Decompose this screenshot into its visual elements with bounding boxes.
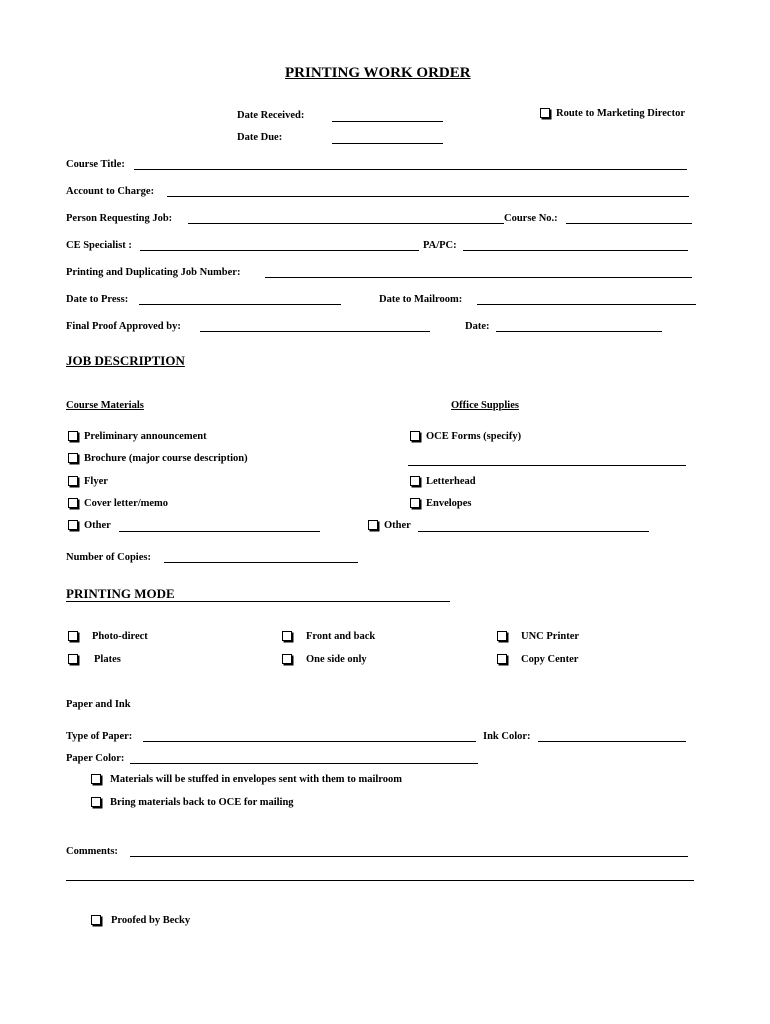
date-line[interactable]: [496, 331, 662, 332]
ink-color-line[interactable]: [538, 741, 686, 742]
course-materials-heading: Course Materials: [66, 400, 144, 411]
envelopes-label: Envelopes: [426, 498, 472, 509]
ce-specialist-line[interactable]: [140, 250, 419, 251]
letterhead-checkbox[interactable]: [410, 475, 476, 489]
checkbox-icon[interactable]: [410, 498, 420, 508]
route-marketing-checkbox[interactable]: [540, 107, 685, 121]
job-number-line[interactable]: [265, 277, 692, 278]
letterhead-label: Letterhead: [426, 476, 476, 487]
person-requesting-label: Person Requesting Job:: [66, 213, 173, 224]
one-side-only-checkbox[interactable]: [282, 653, 367, 667]
course-title-line[interactable]: [134, 169, 687, 170]
one-side-only-label: One side only: [306, 654, 367, 665]
ink-color-label: Ink Color:: [483, 731, 531, 742]
job-number-label: Printing and Duplicating Job Number:: [66, 267, 241, 278]
number-of-copies-line[interactable]: [164, 562, 358, 563]
printing-mode-heading: PRINTING MODE: [66, 586, 175, 601]
preliminary-announcement-label: Preliminary announcement: [84, 431, 207, 442]
checkbox-icon[interactable]: [68, 476, 78, 486]
brochure-label: Brochure (major course description): [84, 453, 248, 464]
proofed-by-label: Proofed by Becky: [111, 915, 191, 926]
flyer-checkbox[interactable]: [68, 475, 108, 489]
ce-specialist-label: CE Specialist :: [66, 240, 132, 251]
photo-direct-checkbox[interactable]: [68, 630, 148, 644]
final-proof-label: Final Proof Approved by:: [66, 321, 181, 332]
date-label: Date:: [465, 321, 490, 332]
course-title-label: Course Title:: [66, 159, 125, 170]
paper-color-line[interactable]: [130, 763, 478, 764]
paper-and-ink-heading: Paper and Ink: [66, 699, 131, 710]
date-received-label: Date Received:: [237, 110, 305, 121]
oce-forms-line[interactable]: [408, 465, 686, 466]
office-supplies-heading: Office Supplies: [451, 400, 519, 411]
pa-pc-line[interactable]: [463, 250, 688, 251]
checkbox-icon[interactable]: [540, 108, 550, 118]
date-to-press-line[interactable]: [139, 304, 341, 305]
type-of-paper-line[interactable]: [143, 741, 476, 742]
route-marketing-label: Route to Marketing Director: [556, 108, 685, 119]
course-no-label: Course No.:: [504, 213, 558, 224]
checkbox-icon[interactable]: [410, 476, 420, 486]
unc-printer-checkbox[interactable]: [497, 630, 579, 644]
account-charge-label: Account to Charge:: [66, 186, 155, 197]
checkbox-icon[interactable]: [68, 453, 78, 463]
course-other-line[interactable]: [119, 531, 320, 532]
title-word-1: PRINTING: [285, 65, 361, 81]
date-received-line[interactable]: [332, 121, 443, 122]
unc-printer-label: UNC Printer: [521, 631, 580, 642]
checkbox-icon[interactable]: [91, 774, 101, 784]
job-description-heading: JOB DESCRIPTION: [66, 353, 185, 368]
front-and-back-label: Front and back: [306, 631, 376, 642]
comments-line-1[interactable]: [130, 856, 688, 857]
checkbox-icon[interactable]: [91, 915, 101, 925]
checkbox-icon[interactable]: [68, 498, 78, 508]
cover-letter-checkbox[interactable]: [68, 497, 168, 511]
cover-letter-label: Cover letter/memo: [84, 498, 169, 509]
comments-label: Comments:: [66, 846, 118, 857]
checkbox-icon[interactable]: [410, 431, 420, 441]
date-due-line[interactable]: [332, 143, 443, 144]
date-due-label: Date Due:: [237, 132, 283, 143]
checkbox-icon[interactable]: [68, 431, 78, 441]
final-proof-line[interactable]: [200, 331, 430, 332]
checkbox-icon[interactable]: [497, 631, 507, 641]
date-to-press-label: Date to Press:: [66, 294, 129, 305]
proofed-by-checkbox[interactable]: [91, 914, 190, 928]
front-and-back-checkbox[interactable]: [282, 630, 375, 644]
checkbox-icon[interactable]: [282, 654, 292, 664]
course-other-checkbox[interactable]: [68, 519, 111, 533]
course-no-line[interactable]: [566, 223, 692, 224]
checkbox-icon[interactable]: [282, 631, 292, 641]
account-charge-line[interactable]: [167, 196, 689, 197]
office-other-line[interactable]: [418, 531, 649, 532]
type-of-paper-label: Type of Paper:: [66, 731, 133, 742]
person-requesting-line[interactable]: [188, 223, 504, 224]
paper-color-label: Paper Color:: [66, 753, 125, 764]
envelopes-checkbox[interactable]: [410, 497, 472, 511]
preliminary-announcement-checkbox[interactable]: [68, 430, 207, 444]
pa-pc-label: PA/PC:: [423, 240, 457, 251]
brochure-checkbox[interactable]: [68, 452, 248, 466]
office-other-checkbox[interactable]: [368, 519, 411, 533]
stuffed-envelopes-label: Materials will be stuffed in envelopes sent with them to mailroom: [110, 774, 403, 785]
date-to-mailroom-line[interactable]: [477, 304, 696, 305]
oce-forms-label: OCE Forms (specify): [426, 431, 522, 442]
plates-checkbox[interactable]: [68, 653, 121, 667]
checkbox-icon[interactable]: [68, 631, 78, 641]
page-title: [285, 66, 471, 80]
title-word-2: WORK: [363, 65, 413, 81]
copy-center-checkbox[interactable]: [497, 653, 578, 667]
plates-label: Plates: [94, 654, 121, 665]
oce-forms-checkbox[interactable]: [410, 430, 521, 444]
office-other-label: Other: [384, 520, 411, 531]
bring-back-checkbox[interactable]: [91, 796, 294, 810]
checkbox-icon[interactable]: [68, 654, 78, 664]
checkbox-icon[interactable]: [91, 797, 101, 807]
copy-center-label: Copy Center: [521, 654, 579, 665]
checkbox-icon[interactable]: [368, 520, 378, 530]
printing-mode-underline: [66, 601, 450, 602]
comments-line-2[interactable]: [66, 880, 694, 881]
stuffed-envelopes-checkbox[interactable]: [91, 773, 402, 787]
flyer-label: Flyer: [84, 476, 108, 487]
photo-direct-label: Photo-direct: [92, 631, 148, 642]
checkbox-icon[interactable]: [68, 520, 78, 530]
checkbox-icon[interactable]: [497, 654, 507, 664]
title-word-3: ORDER: [416, 65, 471, 81]
number-of-copies-label: Number of Copies:: [66, 552, 151, 563]
course-other-label: Other: [84, 520, 111, 531]
bring-back-label: Bring materials back to OCE for mailing: [110, 797, 294, 808]
date-to-mailroom-label: Date to Mailroom:: [379, 294, 463, 305]
